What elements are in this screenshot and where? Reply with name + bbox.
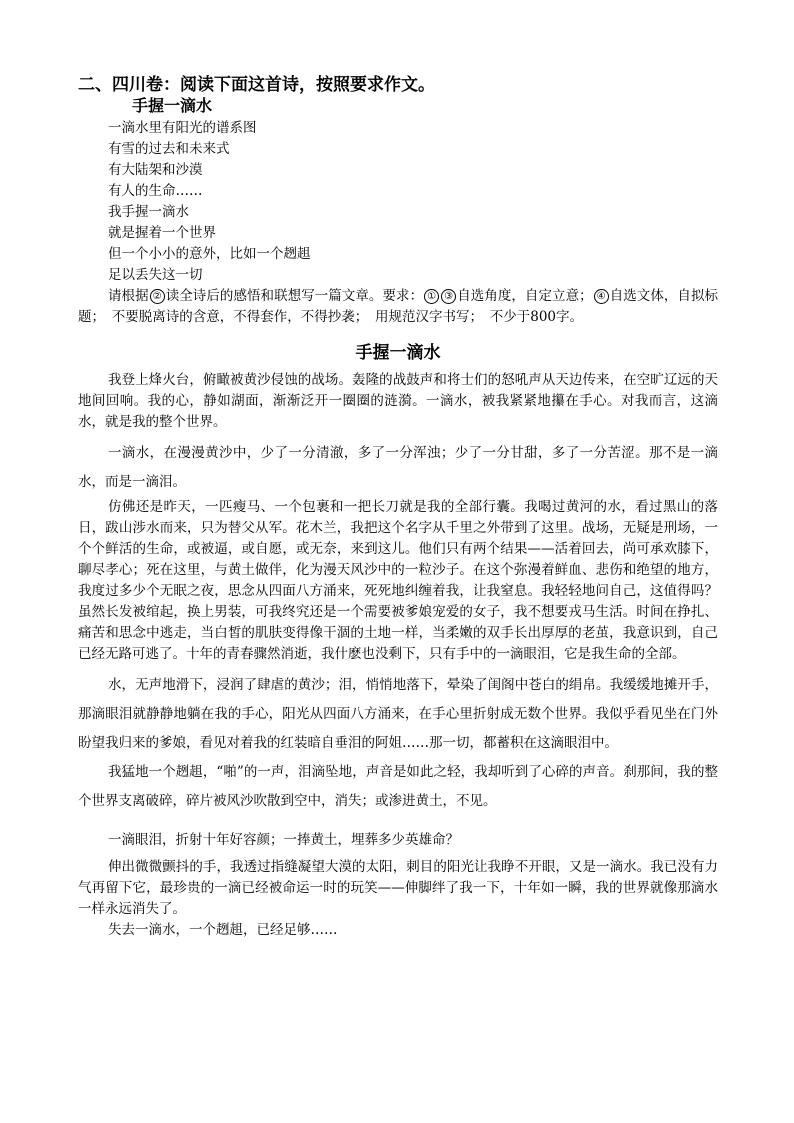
poem-line: 足以丢失这一切: [108, 267, 203, 283]
essay-paragraph: 一滴眼泪，折射十年好容颜；一捧黄土，埋葬多少英雄命？: [108, 832, 459, 848]
essay-paragraph: 水，无声地滑下，浸润了肆虐的黄沙；泪，悄悄地落下，晕染了闺阁中苍白的绢帛。我缓缓地摊开手，那滴眼泪就静静地躺在我的手心，阳光从四面八方涌来，在手心里折射成无数个世界。我似乎看见坐在门外盼望我归来的爹娘，看见对着我的红装暗自垂泪的阿姐……那一切，都蓄积在这滴眼泪中。: [78, 677, 718, 751]
poem-line: 我手握一滴水: [108, 204, 189, 220]
circled-number: ④: [594, 289, 609, 304]
poem-line: 有大陆架和沙漠: [108, 162, 203, 178]
poem-line: 有人的生命……: [108, 183, 203, 199]
circled-number: ①: [424, 289, 439, 304]
essay-paragraph: 仿佛还是昨天，一匹瘦马、一个包裹和一把长刀就是我的全部行囊。我喝过黄河的水，看过黑山的落日，跋山涉水而来，只为替父从军。花木兰，我把这个名字从千里之外带到了这里。战场，无疑是刑场，一个个鲜活的生命，或被逼，或自愿，或无奈，来到这儿。他们只有两个结果——活着回去，尚可承欢膝下，聊尽孝心；死在这里，与黄土做伴，化为漫天风沙中的一粒沙子。在这个弥漫着鲜血、悲伤和绝望的地方，我度过多少个无眠之夜，思念从四面八方涌来，死死地纠缠着我，让我窒息。我轻轻地问自己，这值得吗？虽然长发被绾起，换上男装，可我终究还是一个需要被爹娘宠爱的女子，我不想要戎马生活。时间在挣扎、痛苦和思念中逃走，当白皙的肌肤变得像干涸的土地一样，当柔嫩的双手长出厚厚的老茧，我意识到，自己已经无路可逃了。十年的青春骤然消逝，我什麽也没剩下，只有手中的一滴眼泪，它是我生命的全部。: [78, 499, 718, 662]
poem-lines: [78, 118, 718, 286]
question-heading: 二、四川卷：阅读下面这首诗，按照要求作文。: [78, 75, 435, 95]
essay-title: 手握一滴水: [355, 343, 441, 363]
poem-line: 但一个小小的意外，比如一个趔趄: [108, 246, 311, 262]
essay-paragraph: 我猛地一个趔趄，“啪”的一声，泪滴坠地，声音是如此之轻，我却听到了心碎的声音。刹那间，我的整个世界支离破碎，碎片被风沙吹散到空中，消失；或渗进黄土，不见。: [78, 764, 718, 809]
circled-number: ③: [441, 289, 456, 304]
requirement-text: 读全诗后的感悟和联想写一篇文章。要求：: [165, 288, 424, 304]
essay-paragraph: 我登上烽火台，俯瞰被黄沙侵蚀的战场。轰隆的战鼓声和将士们的怒吼声从天边传来，在空旷辽远的天地间回响。我的心，静如湖面，渐渐泛开一圈圈的涟漪。一滴水，被我紧紧地攥在手心。对我而言，这滴水，就是我的整个世界。: [78, 372, 718, 430]
document-page: [78, 74, 718, 941]
requirement-text: 自选文体，自拟标题； 不要脱离诗的含意，不得套作，不得抄袭； 用规范汉字书写； 不少于800字。: [78, 288, 719, 325]
requirement-text: 请根据: [108, 288, 149, 304]
poem-title: 手握一滴水: [132, 96, 213, 115]
essay-paragraph: 一滴水，在漫漫黄沙中，少了一分清澈，多了一分浑浊；少了一分甘甜，多了一分苦涩。那不是一滴水，而是一滴泪。: [78, 445, 718, 490]
essay-paragraph: 伸出微微颤抖的手，我透过指缝凝望大漠的太阳，刺目的阳光让我睁不开眼，又是一滴水。我已没有力气再留下它，最珍贵的一滴已经被命运一时的玩笑——伸脚绊了我一下，十年如一瞬，我的世界就像那滴水一样永远消失了。: [78, 859, 718, 917]
poem-line: 一滴水里有阳光的谱系图: [108, 120, 257, 136]
writing-requirement: [78, 286, 718, 328]
poem-line: 就是握着一个世界: [108, 225, 216, 241]
requirement-text: 自选角度，自定立意；: [457, 288, 593, 304]
essay-paragraph: 失去一滴水，一个趔趄，已经足够……: [108, 922, 338, 938]
circled-number: ②: [150, 289, 165, 304]
poem-line: 有雪的过去和未来式: [108, 141, 230, 157]
